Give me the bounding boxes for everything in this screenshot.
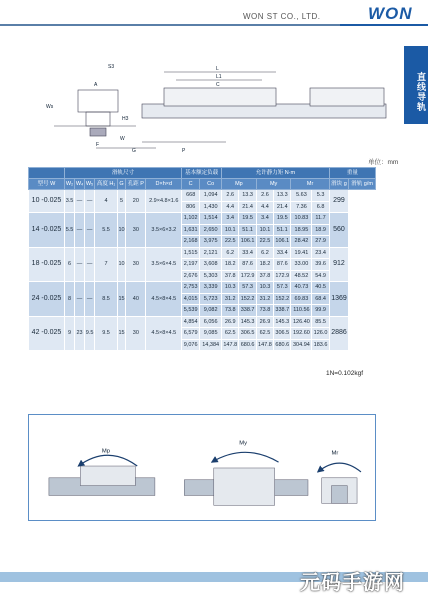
dim-label-h3: H3 [122,116,129,122]
table-cell: 1,631 [182,224,200,236]
table-cell: 18.9 [312,224,329,236]
col-header: 高度 H₁ [95,179,118,190]
table-cell: 126.0 [312,328,329,340]
table-cell: 40.73 [291,282,312,294]
group-header [29,168,65,179]
table-cell: 183.6 [312,339,329,351]
group-header: 重量 [329,168,375,179]
col-header: G [117,179,125,190]
table-cell: 10.83 [291,213,312,225]
table-cell: 18.95 [291,224,312,236]
table-cell: 10.3 [256,282,273,294]
table-cell: 668 [182,190,200,202]
table-cell: 18.2 [222,259,239,271]
moment-my-figure [184,440,308,505]
col-header: Co [200,179,222,190]
table-cell: 33.4 [274,247,291,259]
table-cell: 3.5×6×4.5 [146,247,182,282]
table-row [29,213,376,225]
table-cell: 2,197 [182,259,200,271]
table-cell: 8.5 [95,282,118,317]
table-cell: 62.5 [256,328,273,340]
table-cell: 1,094 [200,190,222,202]
dim-label-s3: S3 [108,64,115,70]
table-cell: 33.00 [291,259,312,271]
table-cell: 24 -0.025 [29,282,65,317]
table-cell: 147.8 [222,339,239,351]
table-cell: 30 [126,247,146,282]
moment-label-mr: Mr [331,450,339,457]
table-cell: 680.6 [274,339,291,351]
table-cell: 10 [117,247,125,282]
table-cell: 31.2 [256,293,273,305]
rail-technical-drawing [36,52,396,156]
table-cell: 54.9 [312,270,329,282]
table-cell: 73.8 [222,305,239,317]
table-cell: 11.7 [312,213,329,225]
table-cell: 87.6 [274,259,291,271]
col-header: Mr [291,179,329,190]
table-cell: — [75,190,85,213]
table-cell: 62.5 [222,328,239,340]
table-row [29,190,376,202]
table-cell: 51.1 [274,224,291,236]
moment-diagram-panel [28,414,376,521]
table-cell: 6.8 [312,201,329,213]
table-cell: 18.2 [256,259,273,271]
col-header: 型号 W [29,179,65,190]
table-cell: 2,676 [182,270,200,282]
table-cell: 73.8 [256,305,273,317]
col-header: 孔距 P [126,179,146,190]
table-cell: 10.1 [222,224,239,236]
table-cell: 145.3 [239,316,256,328]
table-cell: 912 [329,247,348,282]
dim-label-c: C [216,82,220,88]
table-cell: 4.5×8×4.5 [146,316,182,351]
table-cell: 3.5×6×3.2 [146,213,182,248]
col-header: W₂ [64,179,74,190]
dim-label-l: L [216,66,219,72]
table-cell: 30 [126,316,146,351]
table-cell: 10.3 [222,282,239,294]
table-cell: 13.3 [239,190,256,202]
table-cell: 2,753 [182,282,200,294]
table-cell: 39.6 [312,259,329,271]
col-header: W₅ [85,179,95,190]
table-cell: — [75,282,85,317]
dim-label-l1: L1 [216,74,222,80]
table-cell: 3,608 [200,259,222,271]
col-header: C [182,179,200,190]
table-cell: 338.7 [274,305,291,317]
conversion-note: 1N=0.102kgf [326,370,364,377]
table-row [29,247,376,259]
table-cell: 126.40 [291,316,312,328]
section-tab[interactable]: 直线导轨 [404,46,428,124]
group-header: 允许静力矩 N·m [222,168,330,179]
table-cell: 1369 [329,282,348,317]
table-cell: 5 [117,190,125,213]
table-cell: 3.4 [256,213,273,225]
unit-label: 单位：mm [368,159,399,166]
table-cell: 51.1 [239,224,256,236]
table-cell: 306.5 [239,328,256,340]
table-cell: 5,303 [200,270,222,282]
table-cell: 1,430 [200,201,222,213]
company-name: WON ST CO., LTD. [243,12,321,21]
col-header: My [256,179,291,190]
table-cell: 9,076 [182,339,200,351]
table-cell: 2.9×4.8×1.6 [146,190,182,213]
table-cell: 37.8 [256,270,273,282]
table-cell: 22.5 [222,236,239,248]
table-cell: 15 [117,282,125,317]
end-view-block [78,90,118,112]
table-cell: 87.6 [239,259,256,271]
table-cell: 299 [329,190,348,213]
table-cell: 680.6 [239,339,256,351]
table-cell: 8 [64,282,74,317]
watermark-text: 元码手游网 [300,572,405,594]
table-cell: 306.5 [274,328,291,340]
table-cell: 27.9 [312,236,329,248]
table-cell: 10 [117,213,125,248]
table-cell: 14,384 [200,339,222,351]
table-cell: 806 [182,201,200,213]
col-header: D×h×d [146,179,182,190]
table-cell: 21.4 [274,201,291,213]
dim-label-w: W [120,136,125,142]
table-cell: 152.2 [239,293,256,305]
table-cell: 5,723 [200,293,222,305]
table-cell: 145.3 [274,316,291,328]
table-cell: 5,539 [182,305,200,317]
table-cell: 2.6 [256,190,273,202]
table-cell: 85.5 [312,316,329,328]
table-cell: 9,085 [200,328,222,340]
table-cell: 2,168 [182,236,200,248]
table-row [29,282,376,294]
table-cell: 6.2 [222,247,239,259]
table-cell: 172.9 [239,270,256,282]
table-cell: 7.36 [291,201,312,213]
table-cell: 5.3 [312,190,329,202]
table-cell: — [85,247,95,282]
table-cell: 192.60 [291,328,312,340]
moment-label-my: My [239,440,248,447]
table-cell: 3,339 [200,282,222,294]
table-cell: 5.63 [291,190,312,202]
table-cell: 10.1 [256,224,273,236]
table-cell: 4 [95,190,118,213]
table-cell: 19.5 [274,213,291,225]
table-cell: 4,015 [182,293,200,305]
table-cell: 4.5×8×4.5 [146,282,182,317]
table-cell: 18 -0.025 [29,247,65,282]
table-cell: 152.2 [274,293,291,305]
col-header: 滑块 g [329,179,348,190]
table-cell: 304.94 [291,339,312,351]
header-rule [0,24,340,26]
table-cell: 15 [117,316,125,351]
table-cell: 19.41 [291,247,312,259]
table-cell: 48.52 [291,270,312,282]
table-cell: 3,975 [200,236,222,248]
table-row [29,316,376,328]
table-cell: 13.3 [274,190,291,202]
spec-table-body [29,190,376,351]
table-cell: 172.9 [274,270,291,282]
table-cell: 22.5 [256,236,273,248]
table-cell: 106.1 [239,236,256,248]
table-cell: 40 [126,282,146,317]
col-header: W₄ [75,179,85,190]
moment-mp-figure [49,448,155,495]
table-cell: 3.5 [64,190,74,213]
mounting-bolt [90,128,106,136]
side-view-block-1 [164,88,276,106]
table-cell: 3.4 [222,213,239,225]
table-cell: 1,515 [182,247,200,259]
dim-label-p: P [182,148,186,154]
table-cell: 40.5 [312,282,329,294]
table-cell: 6.2 [256,247,273,259]
table-cell: 2,650 [200,224,222,236]
brand-logo: WON [368,4,413,23]
dim-label-a: A [94,82,98,88]
table-cell: 2.6 [222,190,239,202]
table-cell: 110.56 [291,305,312,317]
table-cell: 338.7 [239,305,256,317]
table-cell: 560 [329,213,348,248]
table-cell: 23 [75,316,85,351]
dim-label-ws: Ws [46,104,54,110]
table-cell: — [75,213,85,248]
spec-table [28,167,376,351]
table-cell: 37.8 [222,270,239,282]
table-cell: 4,854 [182,316,200,328]
table-cell: 10 -0.025 [29,190,65,213]
table-cell: 4.4 [256,201,273,213]
side-view-block-2 [310,88,384,106]
table-cell: 23.4 [312,247,329,259]
table-cell: 28.42 [291,236,312,248]
table-cell: 106.1 [274,236,291,248]
table-cell: 6 [64,247,74,282]
table-cell: 147.8 [256,339,273,351]
table-cell: 1,102 [182,213,200,225]
table-cell: 20 [126,190,146,213]
table-cell: — [85,213,95,248]
table-cell: 21.4 [239,201,256,213]
table-cell: 68.4 [312,293,329,305]
group-header: 基本额定负载 [182,168,222,179]
table-cell: 26.9 [256,316,273,328]
table-cell: 19.5 [239,213,256,225]
table-cell: 9 [64,316,74,351]
table-cell: 57.3 [239,282,256,294]
table-cell: 1,514 [200,213,222,225]
table-cell: — [75,247,85,282]
col-header: 滑轨 g/m [349,179,376,190]
table-cell: — [85,282,95,317]
table-cell: 4.4 [222,201,239,213]
moment-label-mp: Mp [101,448,111,455]
table-cell: 9.5 [85,316,95,351]
table-cell: 42 -0.025 [29,316,65,351]
table-cell: 6,579 [182,328,200,340]
col-header: Mp [222,179,257,190]
end-view-rail [86,112,110,126]
table-cell: 9,082 [200,305,222,317]
table-cell: 2886 [329,316,348,351]
dim-label-g: G [132,148,136,154]
table-cell: 5.5 [95,213,118,248]
table-cell: 99.9 [312,305,329,317]
table-cell: 26.9 [222,316,239,328]
moment-mr-figure [318,450,361,503]
table-cell: 30 [126,213,146,248]
table-cell: 7 [95,247,118,282]
table-cell: 14 -0.025 [29,213,65,248]
group-header: 滑轨尺寸 [64,168,181,179]
table-cell: 33.4 [239,247,256,259]
table-cell: 57.3 [274,282,291,294]
table-cell: 69.83 [291,293,312,305]
table-cell: 31.2 [222,293,239,305]
table-cell: 9.5 [95,316,118,351]
dim-label-f: F [96,142,100,148]
table-cell: 5.5 [64,213,74,248]
table-cell: — [85,190,95,213]
table-cell: 2,121 [200,247,222,259]
table-cell: 6,056 [200,316,222,328]
